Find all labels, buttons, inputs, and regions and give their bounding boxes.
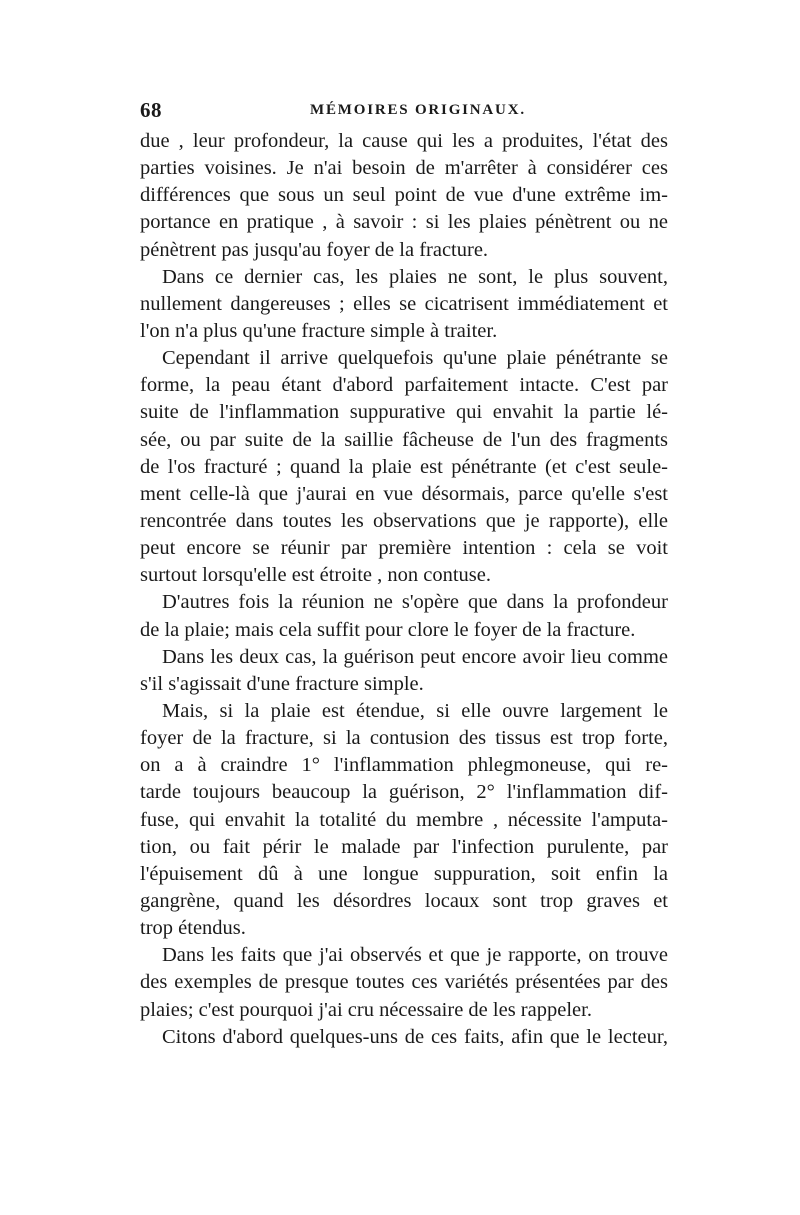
text-line: Mais, si la plaie est étendue, si elle ouvre largement le	[162, 699, 668, 722]
page-number: 68	[140, 98, 162, 122]
text-line: trop étendus.	[140, 917, 246, 940]
text-line: gangrène, quand les désordres locaux sont trop graves et	[140, 889, 668, 912]
text-line: foyer de la fracture, si la contusion des tissus est trop forte,	[140, 727, 668, 750]
text-line: fuse, qui envahit la totalité du membre , nécessite l'amputa-	[140, 808, 668, 831]
text-line: surtout lorsqu'elle est étroite , non contuse.	[140, 564, 491, 587]
text-line: suite de l'inflammation suppurative qui envahit la partie lé-	[140, 401, 668, 424]
text-line: de l'os fracturé ; quand la plaie est pénétrante (et c'est seule-	[140, 455, 668, 478]
text-line: l'épuisement dû à une longue suppuration, soit enfin la	[140, 862, 668, 885]
text-line: ment celle-là que j'aurai en vue désormais, parce qu'elle s'est	[140, 482, 668, 505]
text-line: due , leur profondeur, la cause qui les a produites, l'état des	[140, 130, 668, 152]
text-line: Cependant il arrive quelquefois qu'une plaie pénétrante se	[162, 347, 668, 370]
text-line: Dans les faits que j'ai observés et que je rapporte, on trouve	[162, 944, 668, 967]
text-line: Dans les deux cas, la guérison peut encore avoir lieu comme	[162, 645, 668, 668]
text-line: de la plaie; mais cela suffit pour clore le foyer de la fracture.	[140, 618, 636, 641]
page-header	[140, 98, 668, 126]
text-line: rencontrée dans toutes les observations que je rapporte), elle	[140, 509, 668, 532]
text-line: différences que sous un seul point de vue d'une extrême im-	[140, 184, 668, 207]
text-line: Citons d'abord quelques-uns de ces faits, afin que le lecteur,	[162, 1025, 668, 1048]
running-title: MÉMOIRES ORIGINAUX.	[310, 102, 526, 118]
text-line: parties voisines. Je n'ai besoin de m'arrêter à considérer ces	[140, 157, 668, 180]
text-line: portance en pratique , à savoir : si les plaies pénètrent ou ne	[140, 211, 668, 234]
text-line: on a à craindre 1° l'inflammation phlegmoneuse, qui re-	[140, 754, 668, 777]
text-line: Dans ce dernier cas, les plaies ne sont, le plus souvent,	[162, 265, 668, 288]
text-line: tarde toujours beaucoup la guérison, 2° l'inflammation dif-	[140, 781, 668, 804]
text-line: pénètrent pas jusqu'au foyer de la fracture.	[140, 238, 489, 261]
text-line: sée, ou par suite de la saillie fâcheuse de l'un des fragments	[140, 428, 668, 451]
text-line: D'autres fois la réunion ne s'opère que dans la profondeur	[162, 591, 668, 614]
text-line: peut encore se réunir par première intention : cela se voit	[140, 537, 668, 560]
text-line: s'il s'agissait d'une fracture simple.	[140, 672, 424, 695]
text-line: tion, ou fait périr le malade par l'infection purulente, par	[140, 835, 668, 858]
text-line: l'on n'a plus qu'une fracture simple à traiter.	[140, 319, 498, 342]
text-line: plaies; c'est pourquoi j'ai cru nécessaire de les rappeler.	[140, 998, 592, 1021]
text-line: forme, la peau étant d'abord parfaitement intacte. C'est par	[140, 374, 668, 397]
body-text	[140, 128, 668, 1051]
text-line: des exemples de presque toutes ces variétés présentées par des	[140, 971, 668, 994]
text-line: nullement dangereuses ; elles se cicatrisent immédiatement et	[140, 292, 668, 315]
